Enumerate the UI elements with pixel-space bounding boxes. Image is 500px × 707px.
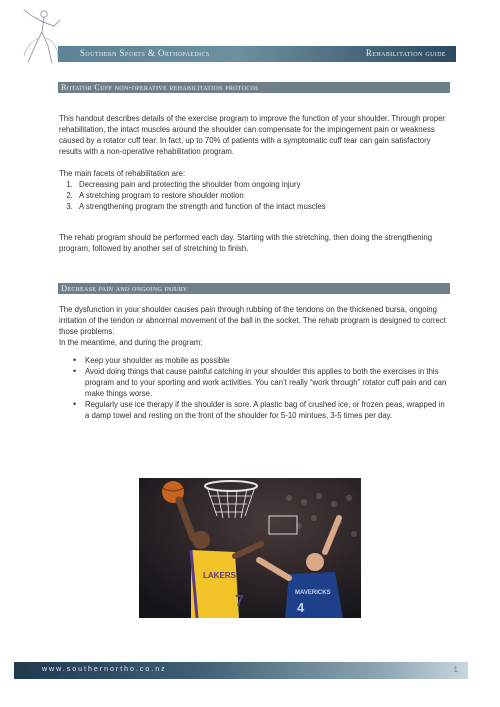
document-type: Rehabilitation guide: [365, 48, 446, 58]
page-number: 1: [453, 665, 458, 674]
section-title: Decrease pain and ongoing injury: [61, 283, 188, 293]
jersey-number-right: 4: [297, 600, 305, 615]
list-item: 3. A strengthening program the strength and function of the intact muscles: [75, 201, 451, 212]
list-item: • Avoid doing things that cause painful catching in your shoulder this applies to both the exercises in this program and to your sporting and work activities. You can’t really “work through” rotator cuff pain and can make things worse.: [75, 366, 451, 399]
dysfunction-paragraph: The dysfunction in your shoulder causes pain through rubbing of the tendons on the thickened bursa, ongoing irritation of the tendon or abnormal movement of the ball in the socket. The rehab program is designed to correct those problems.: [59, 305, 446, 336]
jersey-text-left: LAKERS: [203, 571, 236, 580]
footer-bar: [14, 662, 468, 679]
intro-paragraph: This handout describes details of the exercise program to improve the function of your shoulder. Through proper rehabilitation, the intact muscles around the shoulder can compensate for the impingement pain or weakness caused by a rotator cuff tear. In fact, up to 70% of patients with a symptomatic cuff tear can gain satisfactory results with a non-operative rehabilitation program.: [59, 114, 446, 156]
list-item: 2. A stretching program to restore shoulder motion: [75, 190, 451, 201]
section-title-bar: [58, 82, 450, 93]
website-link[interactable]: www.southernortho.co.nz: [42, 666, 167, 673]
facets-intro: The main facets of rehabilitation are:: [59, 169, 186, 178]
basketball-scene: [139, 478, 361, 618]
brand-name: Southern Sports & Orthopaedics: [80, 48, 210, 58]
meantime-text: In the meantime, and during the program:: [59, 338, 203, 347]
section-title: Rotator Cuff non-operative rehabilitation protocol: [61, 82, 260, 92]
advice-list: [59, 355, 451, 421]
section-title-bar: [58, 283, 450, 294]
jersey-number-left: 7: [235, 593, 244, 610]
list-item: • Regularly use ice therapy if the shoulder is sore. A plastic bag of crushed ice, or frozen peas, wrapped in a damp towel and resting on the front of the shoulder for 5-10 mintues, 3-5 times per day.: [75, 399, 451, 421]
list-item: • Keep your shoulder as mobile as possible: [75, 355, 451, 366]
facets-list: [59, 179, 451, 212]
header-bar: [58, 46, 456, 62]
jersey-text-right: MAVERICKS: [295, 590, 331, 596]
schedule-paragraph: The rehab program should be performed each day. Starting with the stretching, then doing the strengthening program, followed by another set of stretching to finish.: [59, 233, 433, 253]
basketball-photo: [139, 478, 361, 618]
list-item: 1. Decreasing pain and protecting the shoulder from ongoing injury: [75, 179, 451, 190]
